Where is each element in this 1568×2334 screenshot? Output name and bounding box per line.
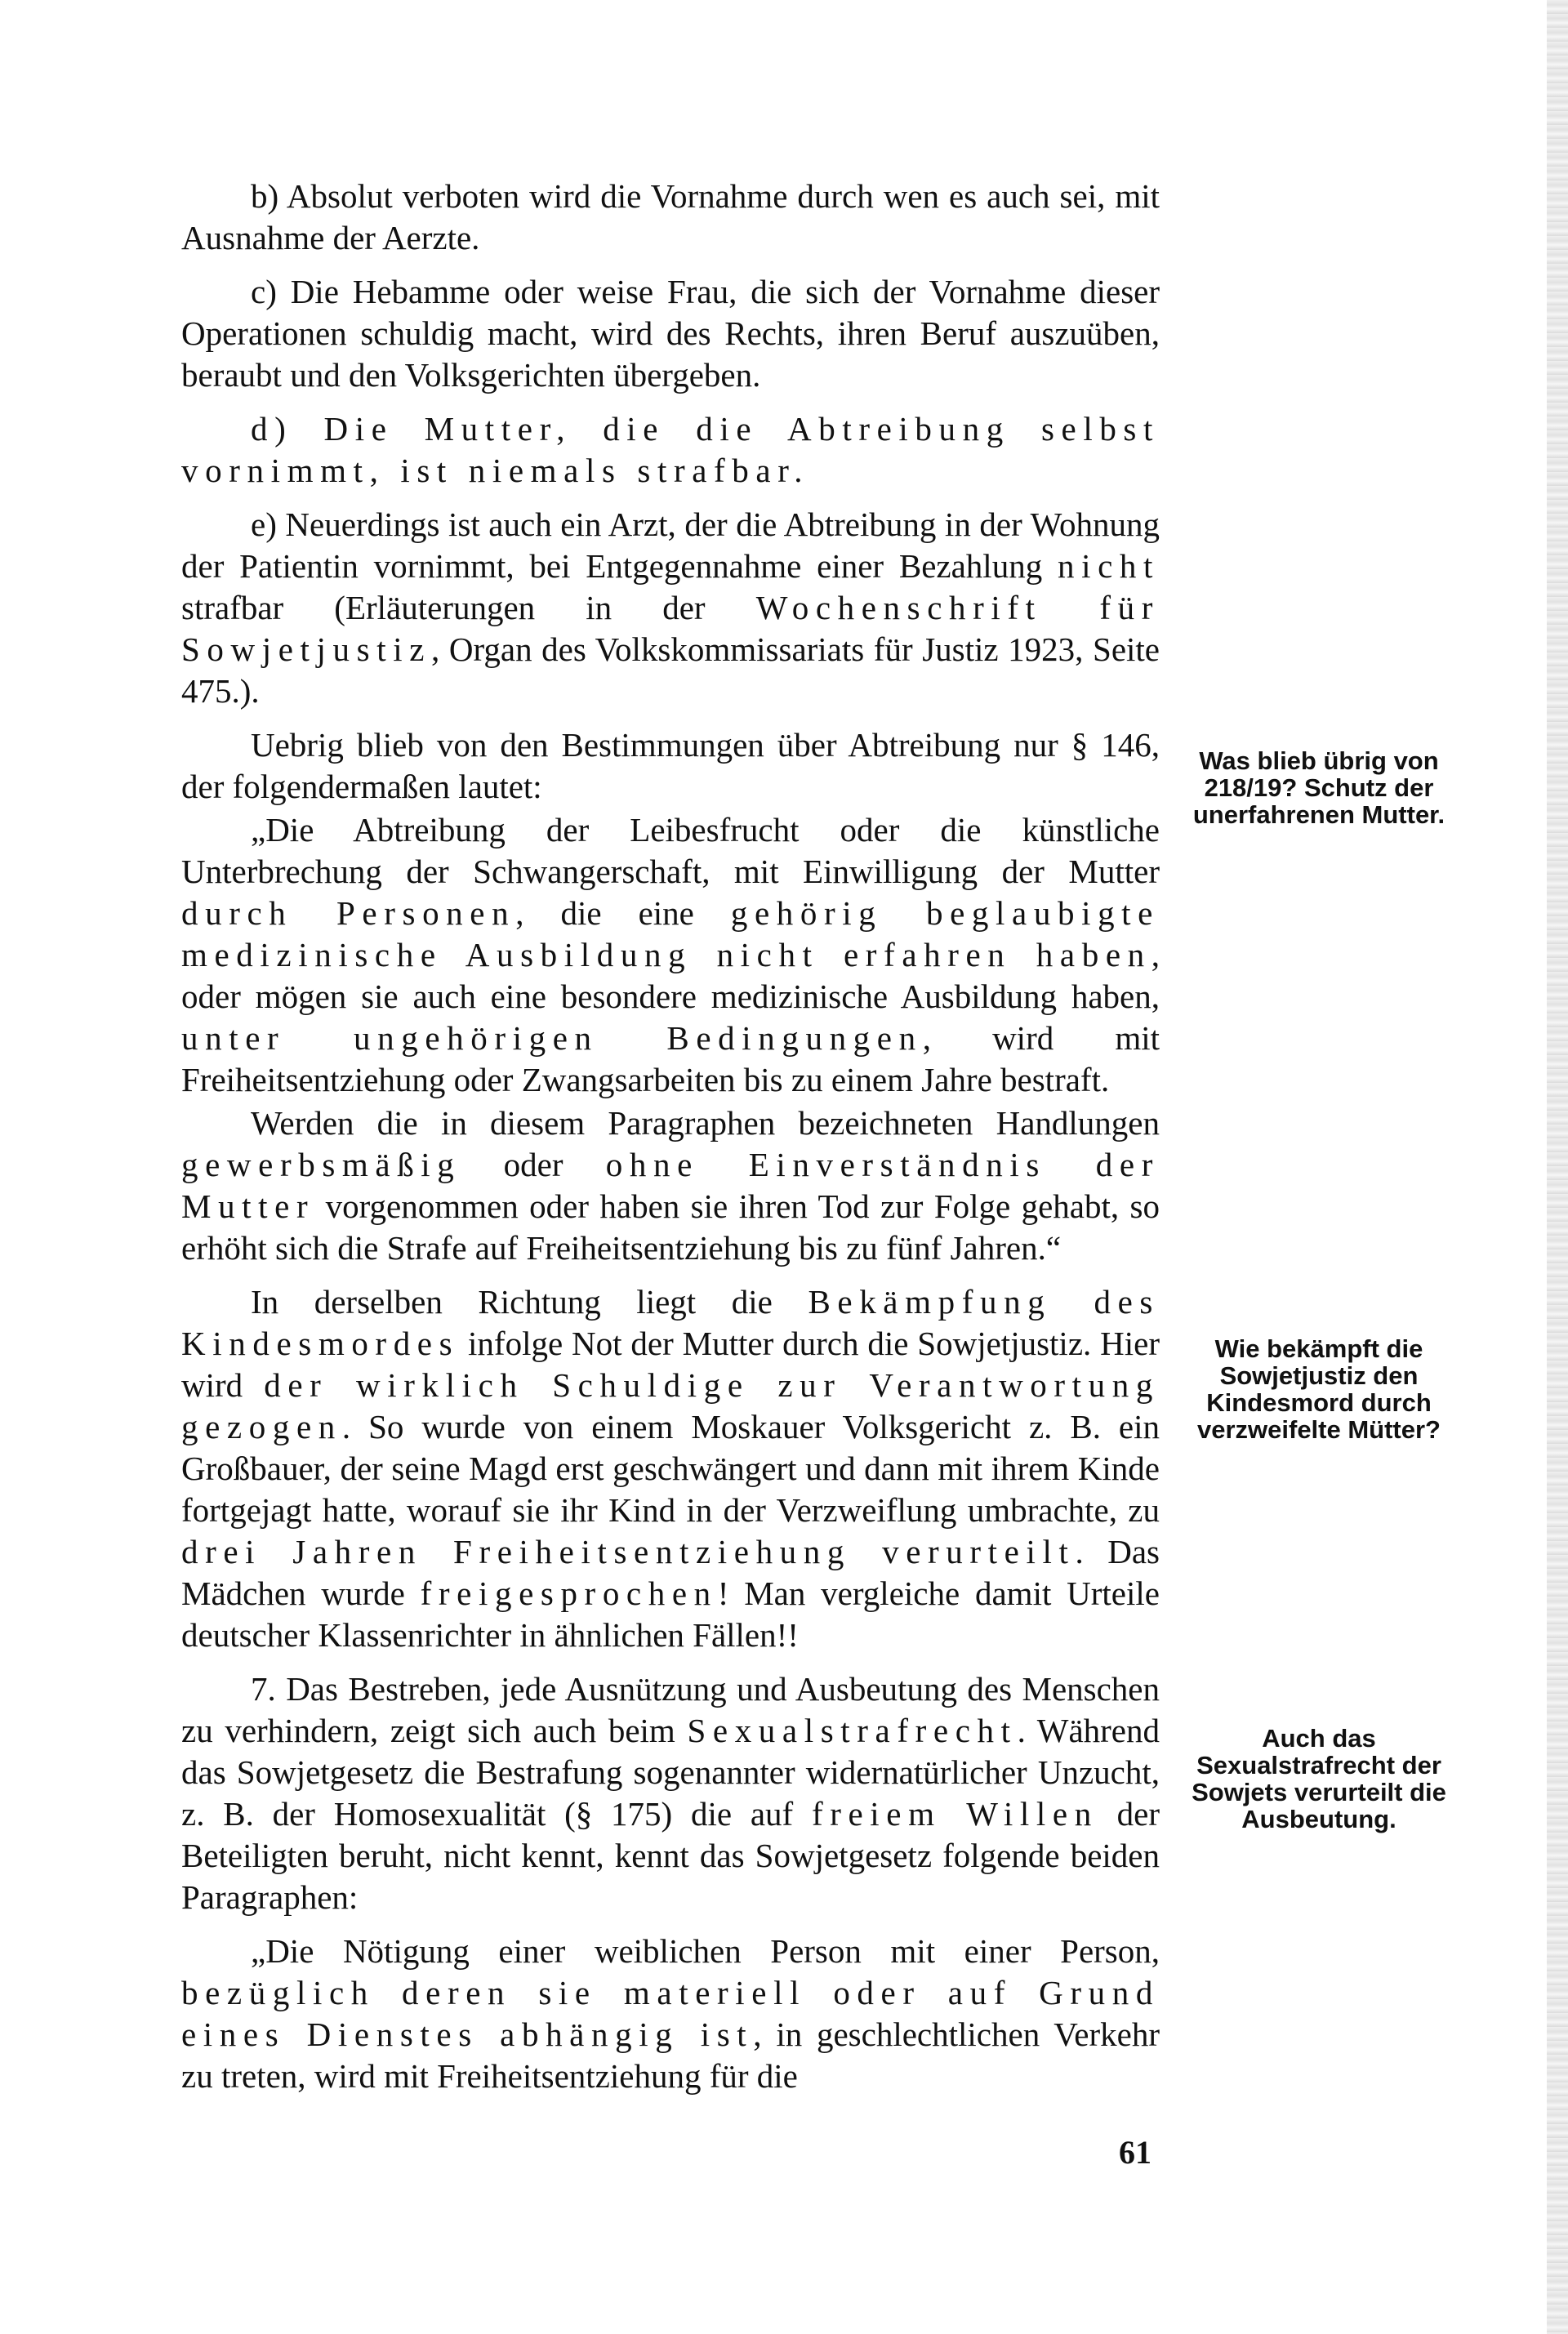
spaced-emphasis: drei Jahren Freiheitsentziehung verurteilt bbox=[181, 1533, 1076, 1570]
text-run: ! Man vergleiche damit Urteile deutscher Klassenrichter in ähnlichen Fällen!! bbox=[181, 1575, 1160, 1654]
paragraph-e-arzt bbox=[181, 504, 1160, 712]
paragraph-uebrig-blieb bbox=[181, 724, 1160, 808]
text-run: e) Neuerdings ist auch ein Arzt, der die Abtreibung in der Wohnung der Patientin vornimmt, bei Entgegennahme einer Bezahlung bbox=[181, 506, 1160, 585]
paragraph-7-sexualstrafrecht bbox=[181, 1668, 1160, 1918]
text-run: oder bbox=[461, 1146, 606, 1183]
spaced-emphasis: gewerbsmäßig bbox=[181, 1146, 461, 1183]
margin-note-kindesmord: Wie bekämpft die Sowjetjustiz den Kindesmord durch verzweifelte Mütter? bbox=[1196, 1334, 1441, 1444]
text-run: strafbar (Erläuterungen in der bbox=[181, 589, 756, 626]
text-run: . So wurde von einem Moskauer Volksgericht z. B. ein Großbauer, der seine Magd erst geschwängert und dann mit ihrem Kinde fortgejagt hatte, worauf sie ihr Kind in der Verzweiflung umbrachte, zu bbox=[181, 1408, 1160, 1529]
text-run: „Die Nötigung einer weiblichen Person mit einer Person, bbox=[251, 1932, 1160, 1970]
spaced-emphasis: durch Personen bbox=[181, 894, 516, 932]
spaced-emphasis: nicht bbox=[1057, 547, 1160, 585]
text-run: „Die Abtreibung der Leibesfrucht oder die künstliche Unterbrechung der Schwangerschaft, mit Einwilligung der Mutter bbox=[181, 811, 1160, 890]
text-run: , oder mögen sie auch eine besondere medizinische Ausbildung haben, bbox=[181, 936, 1160, 1015]
spaced-emphasis: d) Die Mutter, die die Abtreibung selbst vornimmt, ist niemals strafbar. bbox=[181, 410, 1160, 489]
margin-note-schutz: Was blieb übrig von 218/19? Schutz der unerfahrenen Mutter. bbox=[1192, 746, 1446, 829]
paragraph-kindesmord bbox=[181, 1281, 1160, 1656]
paragraph-c-hebamme bbox=[181, 271, 1160, 396]
text-run: . Das Mädchen wurde bbox=[181, 1533, 1160, 1612]
text-run: c) Die Hebamme oder weise Frau, die sich der Vornahme dieser Operationen schuldig macht, wird des Rechts, ihren Beruf auszuüben, beraubt und den Volksgerichten übergeben. bbox=[181, 273, 1160, 394]
spaced-emphasis: Wochenschrift für Sowjetjustiz bbox=[181, 589, 1160, 668]
spaced-emphasis: gehörig beglaubigte medizinische Ausbildung nicht erfahren haben bbox=[181, 894, 1160, 973]
main-text-column bbox=[181, 176, 1160, 2097]
text-run: . Während das Sowjetgesetz die Bestrafung sogenannter widernatürlicher Unzucht, z. B. der Homosexualität (§ 175) die auf bbox=[181, 1712, 1160, 1833]
text-run: 7. Das Bestreben, jede Ausnützung und Ausbeutung des Menschen zu verhindern, zeigt sich auch beim bbox=[181, 1670, 1160, 1749]
quote-paragraph-noetigung bbox=[181, 1931, 1160, 2097]
margin-note-ausbeutung: Auch das Sexualstrafrecht der Sowjets verurteilt die Ausbeutung. bbox=[1192, 1724, 1446, 1833]
text-run: b) Absolut verboten wird die Vornahme durch wen es auch sei, mit Ausnahme der Aerzte. bbox=[181, 177, 1160, 256]
spaced-emphasis: unter ungehörigen Bedingungen bbox=[181, 1019, 923, 1057]
quote-paragraph-gewerbsmaessig bbox=[181, 1102, 1160, 1269]
spaced-emphasis: der wirklich Schuldige zur Verantwortung gezogen bbox=[181, 1366, 1160, 1445]
page-edge-shadow bbox=[1547, 0, 1568, 2334]
text-run: , Organ des Volkskommissariats für Justiz 1923, Seite 475.). bbox=[181, 630, 1160, 710]
text-run: infolge Not der Mutter durch die Sowjetjustiz. Hier wird bbox=[181, 1325, 1160, 1404]
paragraph-b-absolut-verboten bbox=[181, 176, 1160, 259]
spaced-emphasis: bezüglich deren sie materiell oder auf Grund eines Dienstes abhängig ist bbox=[181, 1974, 1160, 2053]
page-number: 61 bbox=[1119, 2134, 1152, 2171]
text-run: In derselben Richtung liegt die bbox=[251, 1283, 808, 1321]
spaced-emphasis: Bekämpfung des Kindesmordes bbox=[181, 1283, 1160, 1362]
text-run: , die eine bbox=[515, 894, 731, 932]
paragraph-d-mutter-nicht-strafbar bbox=[181, 408, 1160, 492]
text-run: der Beteiligten beruht, nicht kennt, kennt das Sowjetgesetz folgende beiden Paragraphen: bbox=[181, 1795, 1160, 1916]
text-run: Uebrig blieb von den Bestimmungen über Abtreibung nur § 146, der folgendermaßen lautet: bbox=[181, 726, 1160, 805]
spaced-emphasis: Sexualstrafrecht bbox=[687, 1712, 1018, 1749]
spaced-emphasis: freigesprochen bbox=[420, 1575, 718, 1612]
text-run: vorgenommen oder haben sie ihren Tod zur Folge gehabt, so erhöht sich die Strafe auf Freiheitsentziehung bis zu fünf Jahren.“ bbox=[181, 1187, 1160, 1267]
spaced-emphasis: freiem Willen bbox=[811, 1795, 1098, 1833]
text-run: Werden die in diesem Paragraphen bezeichneten Handlungen bbox=[251, 1104, 1160, 1142]
spaced-emphasis: ohne Einverständnis der Mutter bbox=[181, 1146, 1160, 1225]
text-run: , in geschlechtlichen Verkehr zu treten, wird mit Freiheitsentziehung für die bbox=[181, 2016, 1160, 2095]
text-run: , wird mit Freiheitsentziehung oder Zwangsarbeiten bis zu einem Jahre bestraft. bbox=[181, 1019, 1160, 1098]
quote-paragraph-146 bbox=[181, 809, 1160, 1101]
